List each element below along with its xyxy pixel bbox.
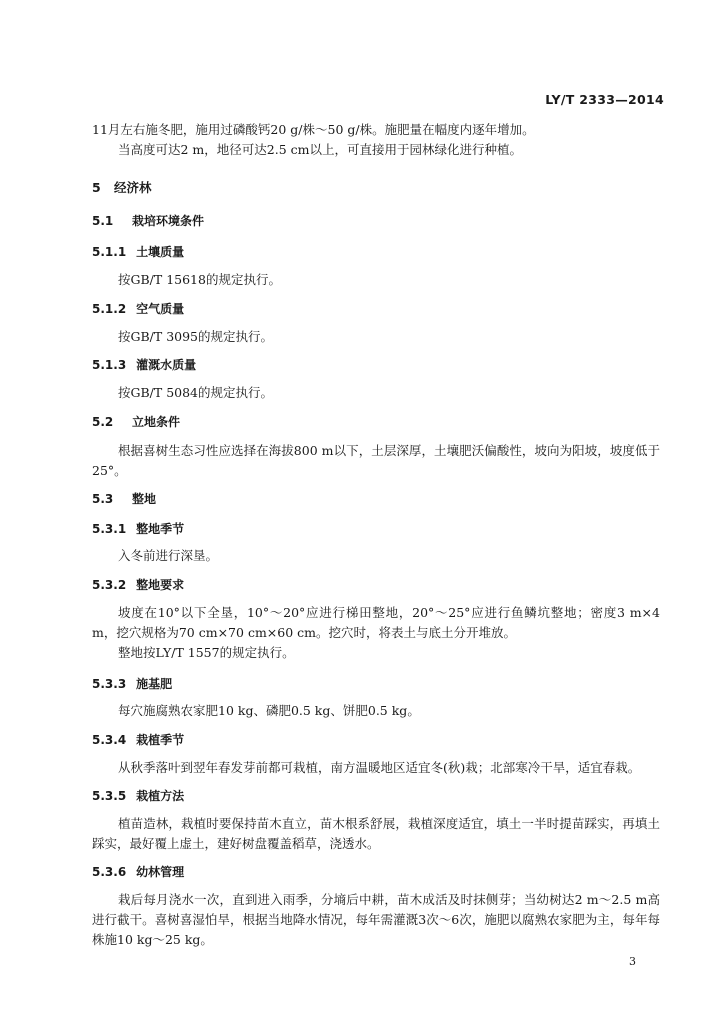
section-5-2-heading <box>92 413 180 430</box>
section-number: 5.3.4 <box>92 733 127 747</box>
section-title: 立地条件 <box>132 415 181 429</box>
section-5-1-heading <box>92 212 204 229</box>
section-title: 整地要求 <box>136 578 185 592</box>
section-title: 栽植季节 <box>136 733 185 747</box>
intro-paragraph-2: 当高度可达2 m，地径可达2.5 cm以上，可直接用于园林绿化进行种植。 <box>118 142 522 157</box>
section-number: 5 <box>92 180 101 195</box>
section-number: 5.3.1 <box>92 522 127 536</box>
section-number: 5.3.5 <box>92 789 127 803</box>
section-5-2-text: 根据喜树生态习性应选择在海拔800 m以下，土层深厚，土壤肥沃偏酸性，坡向为阳坡，坡度低于25°。 <box>92 443 660 478</box>
section-5-3-3-text: 每穴施腐熟农家肥10 kg、磷肥0.5 kg、饼肥0.5 kg。 <box>118 703 420 718</box>
section-5-1-3-text: 按GB/T 5084的规定执行。 <box>118 385 274 400</box>
section-5-3-1-text: 入冬前进行深垦。 <box>118 548 219 563</box>
section-5-3-2-heading <box>92 576 184 593</box>
section-5-3-5-heading <box>92 787 184 804</box>
section-title: 幼林管理 <box>136 865 185 879</box>
section-number: 5.1 <box>92 214 114 228</box>
section-title: 整地季节 <box>136 522 185 536</box>
section-5-3-1-heading <box>92 520 184 537</box>
section-title: 经济林 <box>114 180 152 195</box>
section-title: 空气质量 <box>136 302 185 316</box>
section-5-3-6-text: 栽后每月浇水一次，直到进入雨季，分墒后中耕，苗木成活及时抹侧芽；当幼树达2 m～2.5 m高进行截干。喜树喜湿怕旱，根据当地降水情况，每年需灌溉3次～6次，施肥以腐熟农家肥为主，每年每株施10 kg～25 kg。 <box>92 892 660 947</box>
section-5-1-2-text: 按GB/T 3095的规定执行。 <box>118 329 274 344</box>
section-5-3-6-heading <box>92 863 184 880</box>
section-5-3-3-heading <box>92 675 172 692</box>
section-number: 5.3.2 <box>92 578 127 592</box>
section-title: 灌溉水质量 <box>136 358 197 372</box>
section-5-1-3-heading <box>92 356 196 373</box>
page-number: 3 <box>629 955 636 968</box>
section-5-3-heading <box>92 490 156 507</box>
section-title: 栽培环境条件 <box>132 214 205 228</box>
section-5-1-2-heading <box>92 300 184 317</box>
section-5-3-5-text: 植苗造林，栽植时要保持苗木直立，苗木根系舒展，栽植深度适宜，填土一半时提苗踩实，再填土踩实，最好覆上虚土，建好树盘覆盖稻草，浇透水。 <box>92 816 660 851</box>
section-number: 5.2 <box>92 415 114 429</box>
section-title: 整地 <box>132 492 157 506</box>
intro-paragraph-1: 11月左右施冬肥，施用过磷酸钙20 g/株～50 g/株。施肥量在幅度内逐年增加。 <box>92 122 535 137</box>
section-5-1-1-text: 按GB/T 15618的规定执行。 <box>118 272 281 287</box>
section-number: 5.3.6 <box>92 865 127 879</box>
section-5-3-4-heading <box>92 731 184 748</box>
section-number: 5.3 <box>92 492 114 506</box>
section-5-heading <box>92 178 152 196</box>
section-number: 5.1.3 <box>92 358 127 372</box>
section-5-1-1-heading <box>92 243 184 260</box>
section-number: 5.3.3 <box>92 677 127 691</box>
section-5-3-2-text-2: 整地按LY/T 1557的规定执行。 <box>118 645 295 660</box>
standard-code: LY/T 2333—2014 <box>545 92 664 107</box>
section-5-3-4-text: 从秋季落叶到翌年春发芽前都可栽植，南方温暖地区适宜冬(秋)栽；北部寒冷干旱，适宜春栽。 <box>118 760 641 775</box>
section-5-3-2-text-1: 坡度在10°以下全垦，10°～20°应进行梯田整地，20°～25°应进行鱼鳞坑整地；密度3 m×4 m，挖穴规格为70 cm×70 cm×60 cm。挖穴时，将表土与底土分开堆放。 <box>92 605 660 640</box>
section-number: 5.1.2 <box>92 302 127 316</box>
section-title: 栽植方法 <box>136 789 185 803</box>
section-title: 土壤质量 <box>136 245 185 259</box>
section-number: 5.1.1 <box>92 245 127 259</box>
section-title: 施基肥 <box>136 677 173 691</box>
